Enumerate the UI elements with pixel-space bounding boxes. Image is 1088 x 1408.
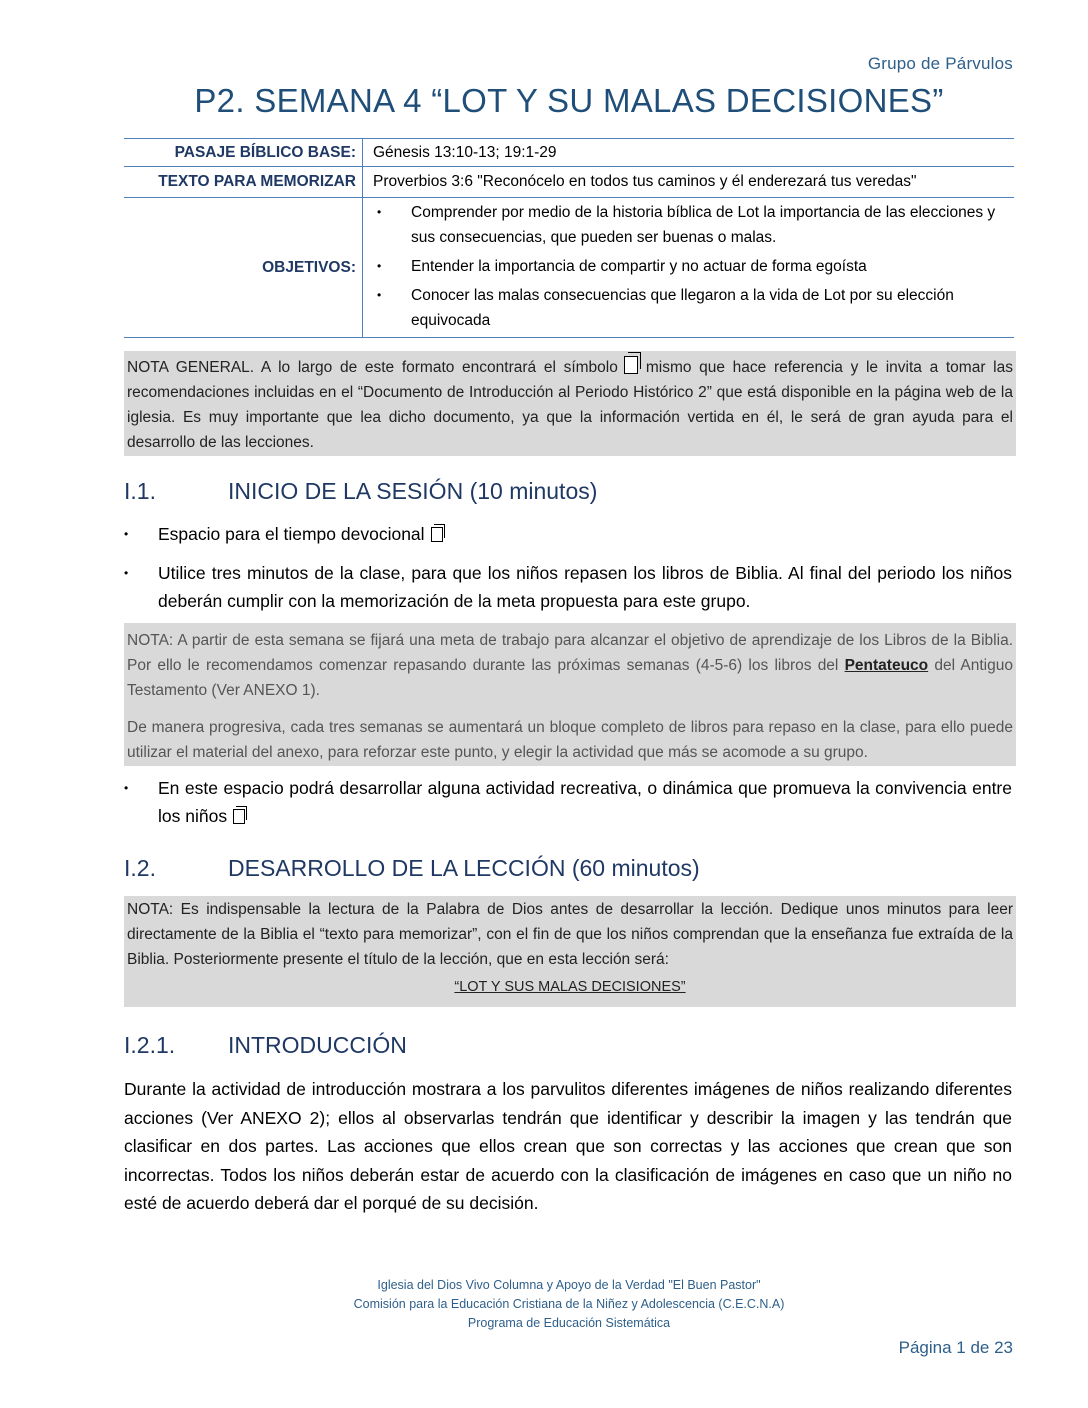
pentateuco-link: Pentateuco	[844, 657, 929, 674]
page-number: Página 1 de 23	[898, 1338, 1013, 1357]
page-title: P2. SEMANA 4 “LOT Y SU MALAS DECISIONES”	[194, 82, 944, 119]
list-item: • Entender la importancia de compartir y no actuar de forma egoísta	[373, 254, 1014, 279]
lectura-note: NOTA: Es indispensable la lectura de la Palabra de Dios antes de desarrollar la lección. Dedique unos minutos para leer directamente de la Biblia el “texto para memorizar”, con el fin de que los niños comprendan que la enseñanza fue extraída de la Biblia. Posteriormente presente el título de la lección, que en esta lección será: “LOT Y SUS MALAS DECISIONES”	[124, 896, 1016, 1007]
bullet: •	[124, 527, 129, 541]
page-footer: Iglesia del Dios Vivo Columna y Apoyo de la Verdad "El Buen Pastor" Comisión para la Educación Cristiana de la Niñez y Adolescencia (C.E.C.N.A) Programa de Educación Sistemática	[353, 1278, 785, 1330]
section-heading-introduccion: I.2.1. INTRODUCCIÓN	[124, 1032, 407, 1058]
general-note: NOTA GENERAL. A lo largo de este formato encontrará el símbolo mismo que hace referencia y le invita a tomar las recomendaciones incluidas en el “Documento de Introducción al Periodo Histórico 2” que está disponible en la página web de la iglesia. Es muy importante que lea dicho documento, ya que la información vertida en él, le será de gran ayuda para el desarrollo de las lecciones.	[124, 351, 1016, 456]
bullet: •	[124, 566, 129, 580]
lesson-title: “LOT Y SUS MALAS DECISIONES”	[454, 979, 686, 995]
pasaje-value: Génesis 13:10-13; 19:1-29	[363, 139, 1015, 167]
list-item: • Comprender por medio de la historia bíblica de Lot la importancia de las elecciones y sus consecuencias, que pueden ser buenas o malas.	[373, 200, 1014, 250]
table-row	[124, 139, 1014, 167]
bullet: •	[377, 288, 382, 302]
libros-note: NOTA: A partir de esta semana se fijará una meta de trabajo para alcanzar el objetivo de aprendizaje de los Libros de la Biblia. Por ello le recomendamos comenzar repasando durante las próximas semanas (4-5-6) los libros del Pentateuco del Antiguo Testamento (Ver ANEXO 1). De manera progresiva, cada tres semanas se aumentará un bloque completo de libros para repaso en la clase, para ello puede utilizar el material del anexo, para reforzar este punto, y elegir la actividad que más se acomode a su grupo.	[124, 623, 1016, 766]
pasaje-label: PASAJE BÍBLICO BASE:	[124, 139, 363, 167]
texto-value: Proverbios 3:6 "Reconócelo en todos tus caminos y él enderezará tus veredas"	[363, 167, 1015, 198]
header-group-name: Grupo de Párvulos	[867, 54, 1013, 73]
bullet: •	[124, 781, 129, 795]
table-row	[124, 167, 1014, 198]
lesson-info-table	[124, 138, 1014, 338]
table-row	[124, 198, 1014, 338]
texto-label: TEXTO PARA MEMORIZAR	[124, 167, 363, 198]
bullet: •	[377, 205, 382, 219]
objetivos-cell	[363, 198, 1015, 338]
list-item: • En este espacio podrá desarrollar alguna actividad recreativa, o dinámica que promueva la convivencia entre los niños	[124, 774, 1012, 830]
document-copy-icon	[233, 809, 245, 824]
document-copy-icon	[431, 527, 443, 542]
section-heading-inicio: I.1. INICIO DE LA SESIÓN (10 minutos)	[124, 478, 598, 504]
list-item: • Utilice tres minutos de la clase, para que los niños repasen los libros de Biblia. Al final del periodo los niños deberán cumplir con la memorización de la meta propuesta para este grupo.	[124, 559, 1012, 615]
introduccion-paragraph: Durante la actividad de introducción mostrara a los parvulitos diferentes imágenes de niños realizando diferentes acciones (Ver ANEXO 2); ellos al observarlas tendrán que identificar y describir la imagen y las tendrán que clasificar en dos partes. Las acciones que ellos crean que son correctas y las acciones que crean que son incorrectas. Todos los niños deberán estar de acuerdo con la clasificación de imágenes en caso que un niño no esté de acuerdo deberá dar el porqué de su decisión.	[124, 1079, 1012, 1213]
bullet: •	[377, 259, 382, 273]
objetivos-list	[373, 200, 1014, 333]
objetivos-label: OBJETIVOS:	[124, 198, 363, 338]
section-heading-desarrollo: I.2. DESARROLLO DE LA LECCIÓN (60 minutos)	[124, 855, 700, 881]
document-copy-icon	[624, 356, 638, 374]
list-item: • Espacio para el tiempo devocional	[124, 520, 1012, 548]
list-item: • Conocer las malas consecuencias que llegaron a la vida de Lot por su elección equivocada	[373, 283, 1014, 333]
